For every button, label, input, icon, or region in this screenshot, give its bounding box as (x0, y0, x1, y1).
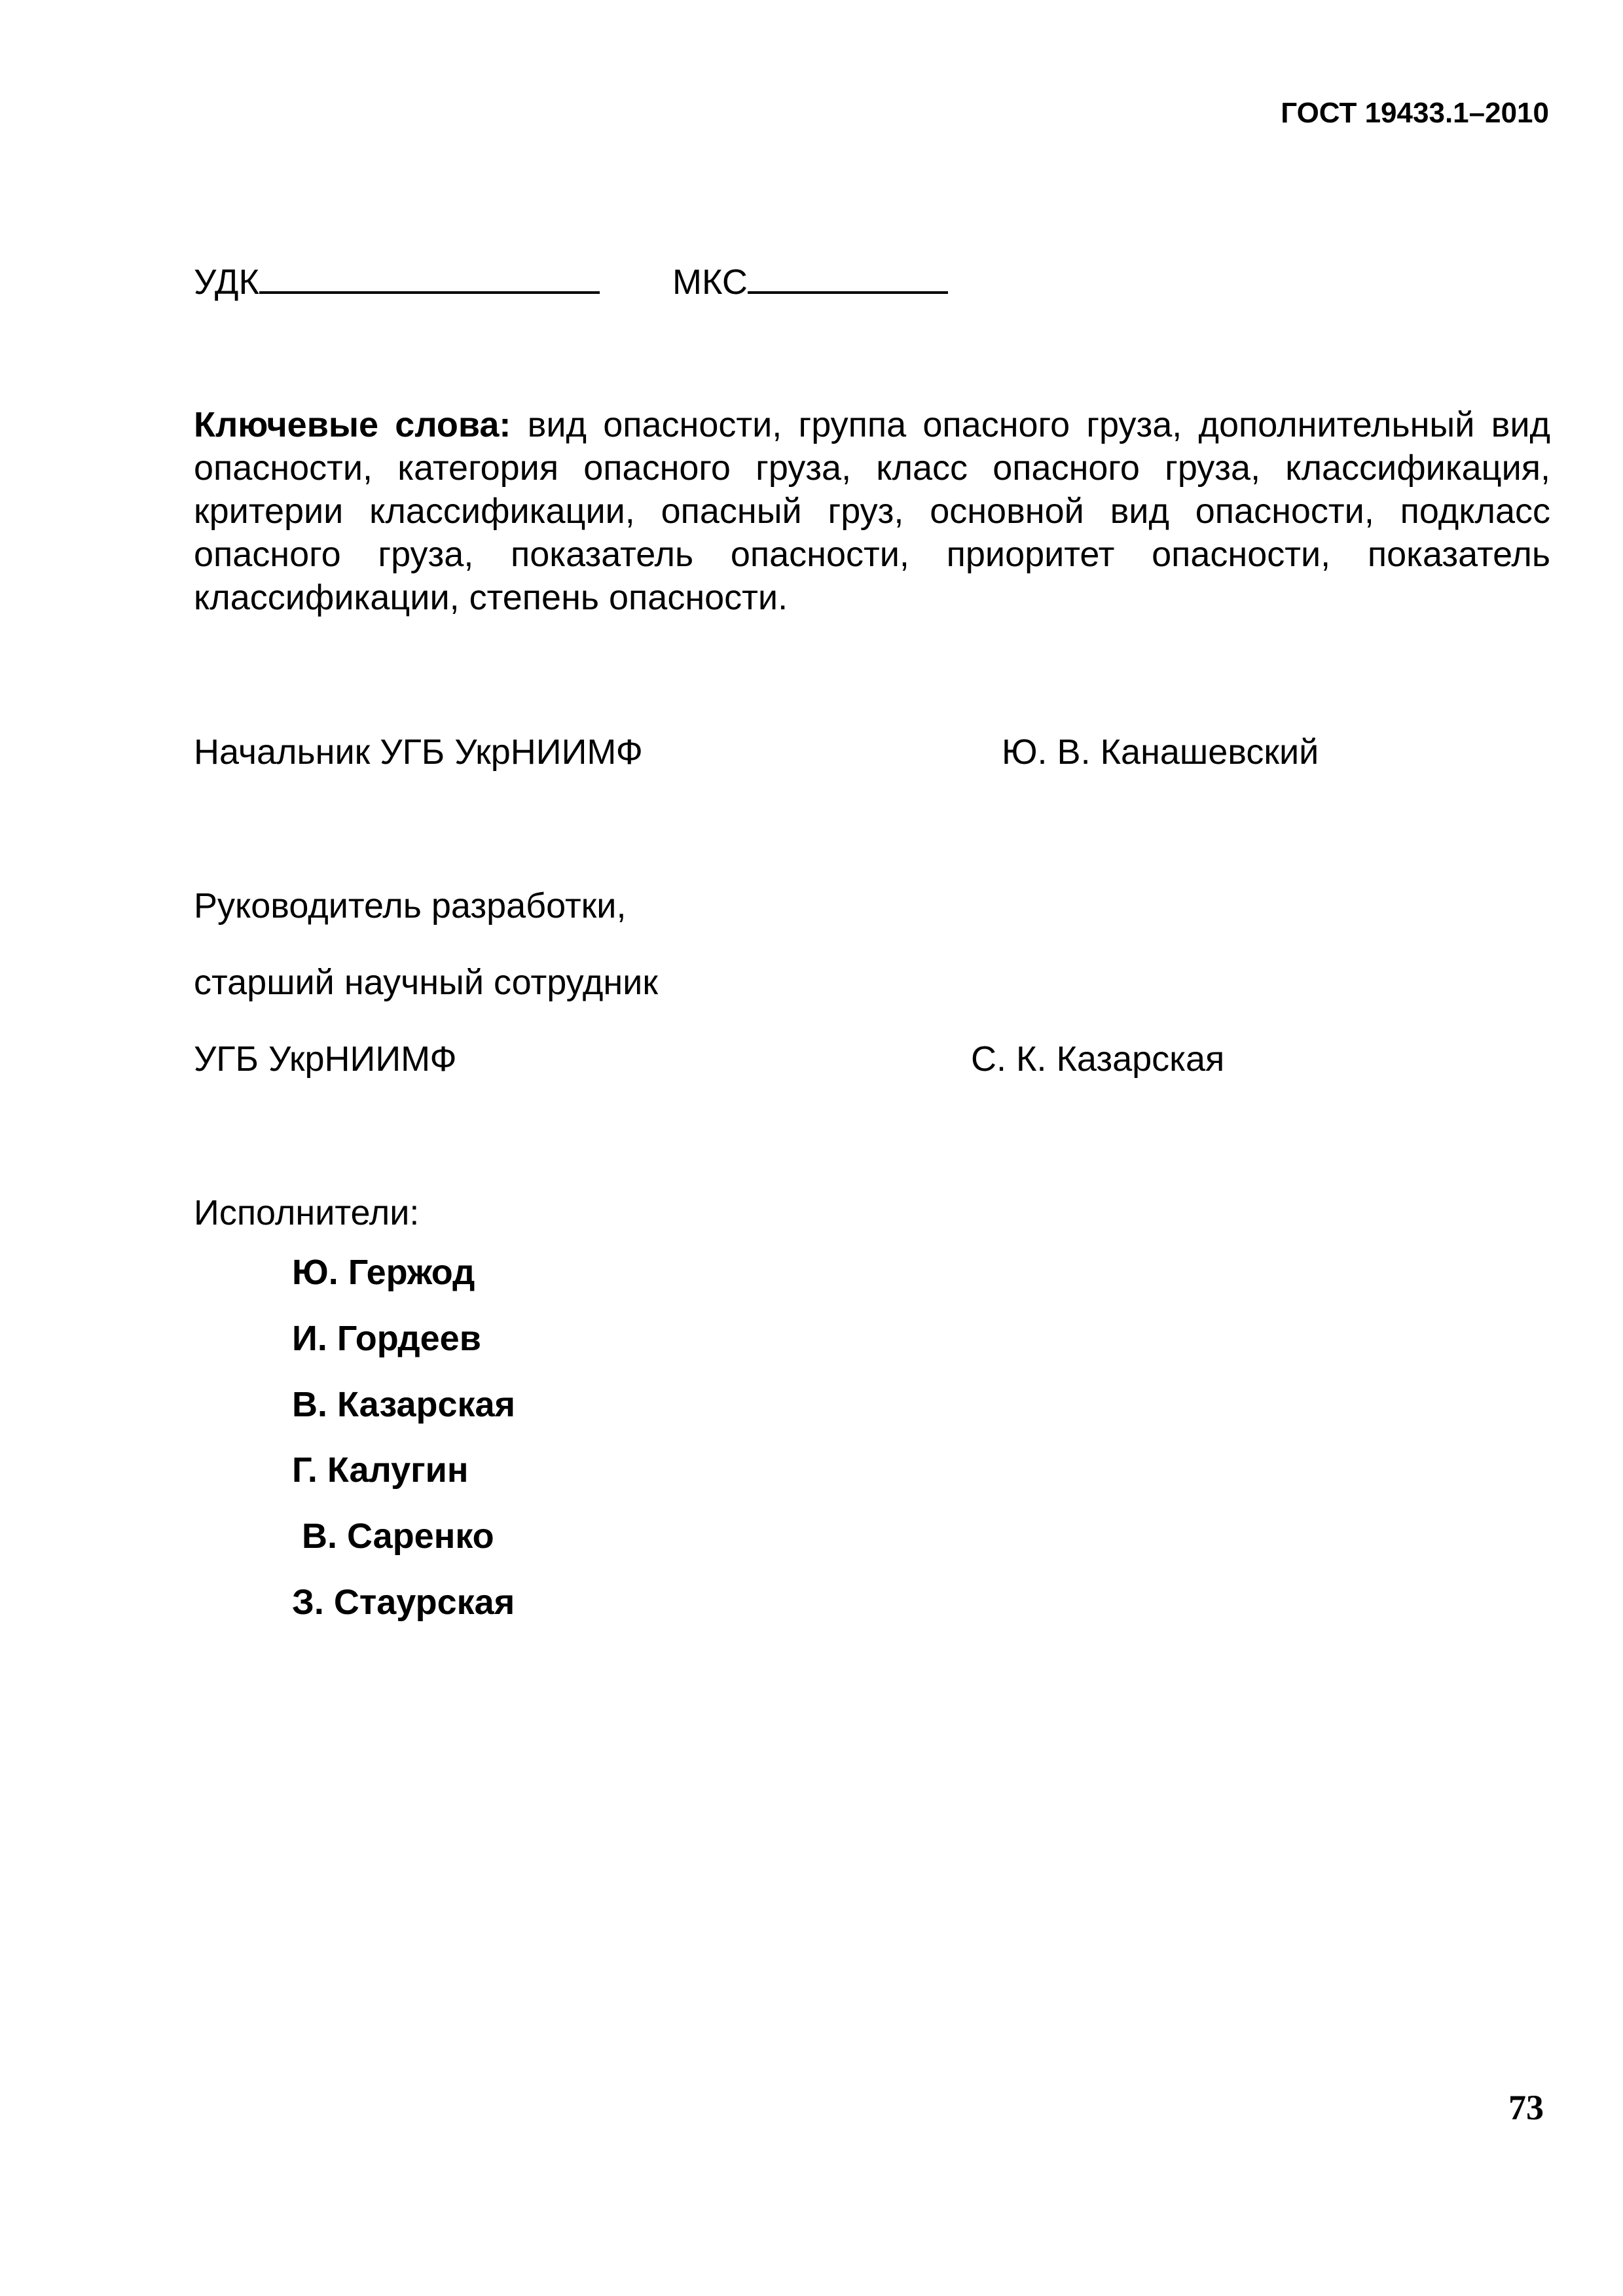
mks-blank-line (748, 265, 948, 294)
performer-name: Ю. Гержод (292, 1253, 475, 1292)
lead-position-line2: старший научный сотрудник (194, 963, 658, 1002)
head-position: Начальник УГБ УкрНИИМФ (194, 732, 643, 772)
keywords-paragraph (194, 403, 1550, 619)
keywords-text: вид опасности, группа опасного груза, дополнительный вид опасности, категория опасного груза, класс опасного груза, классификация, критерии классификации, опасный груз, основной вид опасности, подкласс опасного груза, показатель опасности, приоритет опасности, показатель классификации, степень опасности. (194, 405, 1551, 617)
head-name: Ю. В. Канашевский (1002, 732, 1319, 772)
keywords-label: Ключевые слова: (194, 405, 511, 444)
performers-label: Исполнители: (194, 1193, 420, 1232)
udk-label: УДК (194, 262, 259, 302)
udk-field (194, 262, 600, 302)
performer-name: В. Саренко (302, 1516, 494, 1556)
lead-name: С. К. Казарская (971, 1039, 1225, 1079)
lead-position-line3: УГБ УкрНИИМФ (194, 1039, 457, 1079)
udk-blank-line (259, 265, 600, 294)
document-standard-header: ГОСТ 19433.1–2010 (1281, 97, 1549, 129)
page-number: 73 (1508, 2088, 1544, 2127)
performer-name: З. Стаурская (292, 1583, 515, 1622)
performer-name: И. Гордеев (292, 1319, 481, 1358)
mks-field (672, 262, 948, 302)
performer-name: Г. Калугин (292, 1450, 469, 1490)
lead-position-line1: Руководитель разработки, (194, 886, 627, 925)
performer-name: В. Казарская (292, 1385, 516, 1424)
mks-label: МКС (672, 262, 748, 302)
